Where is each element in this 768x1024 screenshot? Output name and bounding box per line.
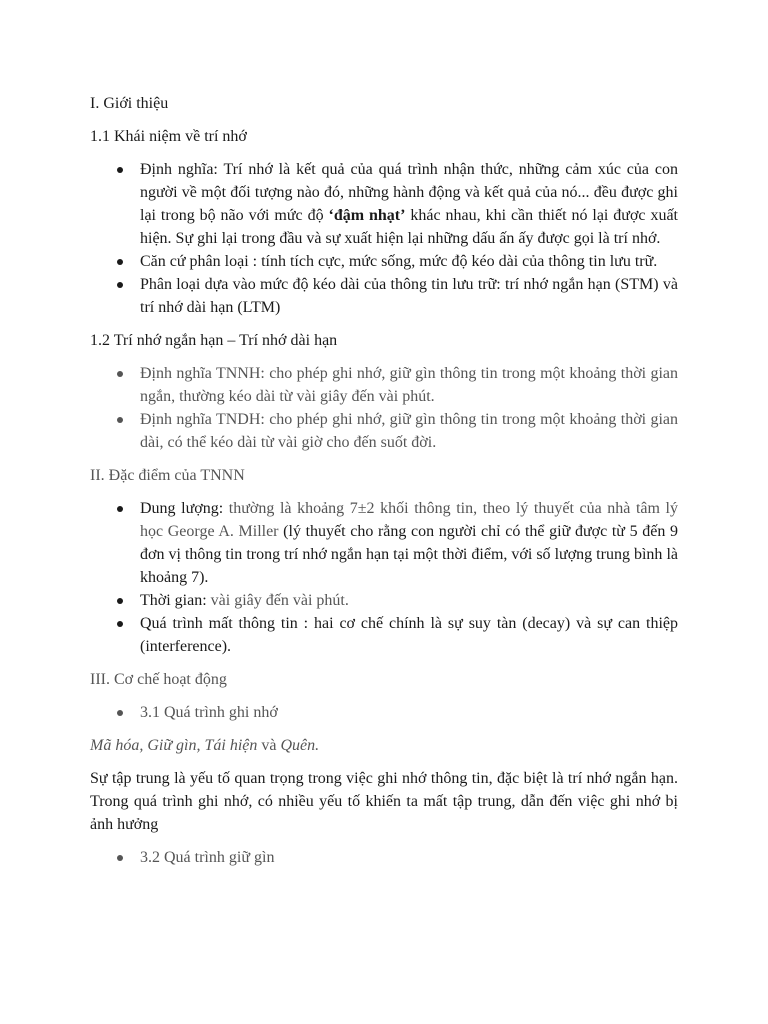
list-item: Định nghĩa TNDH: cho phép ghi nhớ, giữ gìn thông tin trong một khoảng thời gian dài, có thể kéo dài từ vài giờ cho đến suốt đời. [90, 408, 678, 454]
list-item: 3.1 Quá trình ghi nhớ [90, 701, 678, 724]
body-paragraph: Sự tập trung là yếu tố quan trọng trong việc ghi nhớ thông tin, đặc biệt là trí nhớ ngắn hạn. Trong quá trình ghi nhớ, có nhiều yếu tố khiến ta mất tập trung, dẫn đến việc ghi nhớ bị ảnh hưởng [90, 770, 678, 833]
list-item: Định nghĩa TNNH: cho phép ghi nhớ, giữ gìn thông tin trong một khoảng thời gian ngắn, thường kéo dài từ vài giây đến vài phút. [90, 362, 678, 408]
bold-term: ‘đậm nhạt’ [328, 207, 406, 224]
list-1-2 [90, 362, 678, 454]
bullet-icon [117, 855, 123, 861]
list-3-1 [90, 701, 678, 724]
list-3-2 [90, 846, 678, 869]
subsection-1-2-heading: 1.2 Trí nhớ ngắn hạn – Trí nhớ dài hạn [90, 332, 338, 349]
list-item: 3.2 Quá trình giữ gìn [90, 846, 678, 869]
list-item: Dung lượng: thường là khoảng 7±2 khối thông tin, theo lý thuyết của nhà tâm lý học George A. Miller (lý thuyết cho rằng con người chỉ có thể giữ được từ 5 đến 9 đơn vị thông tin trong trí nhớ ngắn hạn tại một thời điểm, với số lượng trung bình là khoảng 7). [90, 497, 678, 589]
list-item: Căn cứ phân loại : tính tích cực, mức sống, mức độ kéo dài của thông tin lưu trữ. [90, 250, 678, 273]
list-item: Định nghĩa: Trí nhớ là kết quả của quá trình nhận thức, những cảm xúc của con người về một đối tượng nào đó, những hành động và kết quả của nó... đều được ghi lại trong bộ não với mức độ ‘đậm nhạt’ khác nhau, khi cần thiết nó lại được xuất hiện. Sự ghi lại trong đầu và sự xuất hiện lại những dấu ấn ấy được gọi là trí nhớ. [90, 158, 678, 250]
bullet-icon [117, 371, 123, 377]
bullet-icon [117, 167, 123, 173]
list-1-1 [90, 158, 678, 319]
bullet-icon [117, 621, 123, 627]
bullet-icon [117, 598, 123, 604]
bullet-icon [117, 259, 123, 265]
list-item: Thời gian: vài giây đến vài phút. [90, 589, 678, 612]
bullet-icon [117, 282, 123, 288]
section-2-heading: II. Đặc điểm của TNNN [90, 467, 245, 484]
list-2 [90, 497, 678, 658]
list-item: Quá trình mất thông tin : hai cơ chế chính là sự suy tàn (decay) và sự can thiệp (interference). [90, 612, 678, 658]
bullet-icon [117, 417, 123, 423]
list-item: Phân loại dựa vào mức độ kéo dài của thông tin lưu trữ: trí nhớ ngắn hạn (STM) và trí nhớ dài hạn (LTM) [90, 273, 678, 319]
section-3-heading: III. Cơ chế hoạt động [90, 671, 227, 688]
process-stages-line: Mã hóa, Giữ gìn, Tái hiện và Quên. [90, 737, 320, 754]
subsection-1-1-heading: 1.1 Khái niệm về trí nhớ [90, 128, 247, 145]
bullet-icon [117, 710, 123, 716]
bullet-icon [117, 506, 123, 512]
section-1-heading: I. Giới thiệu [90, 95, 169, 112]
document-page [90, 88, 678, 869]
